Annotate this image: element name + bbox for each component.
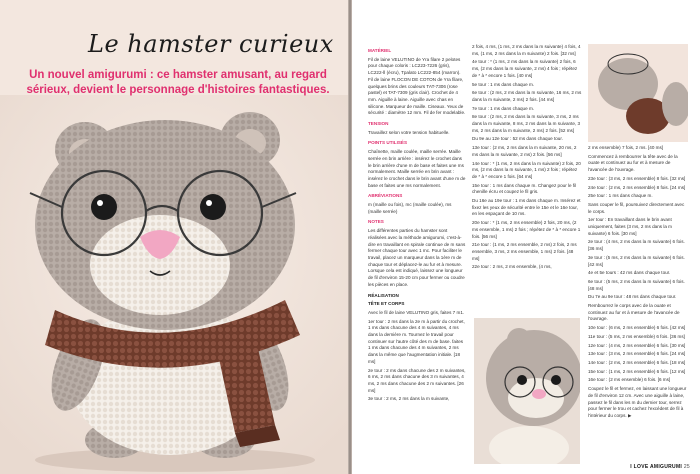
notes-heading: NOTES <box>368 219 384 225</box>
head-intro: Avec le fil de laine VELUTINO gris, faites 7 m1. <box>368 309 465 315</box>
row-text: 20e tour : * (1 ms, 2 ms ensemble) 2 fois, 20 ms, (2 ms ensemble, 1 ms) 2 fois ; répétez de * à * encore 1 fois. [56 ms] <box>472 220 581 239</box>
row-text: 13e tour : (3 ms, 2 ms ensemble) 6 fois. [24 ms] <box>588 351 686 357</box>
right-page <box>352 0 700 474</box>
stitches-text: Chaînette, maille coulée, maille serrée. Maille serrée en brin arrière : insérez le crochet dans le brin arrière d'une m de base et faites une ms normalement. Maille serrée en brin avant : insérez le crochet dans le brin avant d'une m de base et faites une ms normalement. <box>368 149 466 188</box>
notes-text: Les différentes parties du hamster sont réalisées avec la méthode amigurumi, c'est-à-dire en travaillant en spirale continue de m sans fermer chaque tour avec 1 mc. Pour faciliter le travail, placez un marqueur dans la 1ère m de chaque tour et déplacez-le au fur et à mesure. Lorsque cela est indiqué, laissez une longueur de fil d'environ 15-20 cm pour fermer ou coudre les pièces en place. <box>368 228 466 287</box>
row-text: 14e tour : (2 ms, 2 ms ensemble) 6 fois. [18 ms] <box>588 359 686 365</box>
row-text: 22e tour : 2 ms, 2 ms ensemble, (4 ms, <box>472 264 552 270</box>
row-text: 2 ms ensemble) 7 fois, 2 ms. [40 ms] <box>588 145 664 150</box>
row-text: 5e tour : 1 ms dans chaque m. <box>472 81 535 87</box>
materials-text: Fil de laine VELUTINO de Yra filare 2 pelotes pour chaque coloris : LC223-7226 (gris), LC222-Ⅱ (écru), Tpalato LC222-854 (marron). Fil de laine FLOCON DE COTON de Yra filare, quelques brins des couleurs TAT-7306 (rose pastel) et TAT-7309 (gris clair). Crochet de 4 mm. Aiguille à laine. Aiguille avec chas en silicone. Marqueur de maille. Ciseaux. Yeux de sécurité : diamètre 12 mm. Fil de fer modelable. <box>368 56 466 116</box>
row-text: 3e tour : 2 ms, 2 ms dans la m suivante, <box>368 396 450 402</box>
row-text: 4e et 5e tours : 42 ms dans chaque tour. <box>588 270 671 276</box>
hamster-thumbnail-2 <box>474 318 580 464</box>
row-text: 8e tour : (2 ms, 2 ms dans la m suivante, 3 ms, 2 ms dans la m suivante, 8 ms, 2 ms dans la m suivante, 3 ms, 2 ms dans la m suivante, 2 ms) 2 fois. [52 ms] <box>472 114 581 133</box>
row-text: Rembourrez le corps avec de la ouate et continuez au fur et à mesure de l'avancée de l'ouvrage. <box>588 303 680 322</box>
row-text: 23e tour : (3 ms, 2 ms ensemble) 8 fois. [32 ms] <box>588 175 686 181</box>
head-body-heading: TÊTE ET CORPS <box>368 301 405 307</box>
row-text: 12e tour : (4 ms, 2 ms ensemble) 6 fois. [30 ms] <box>588 342 686 348</box>
abbreviations-heading: ABRÉVIATIONS <box>368 193 403 199</box>
row-text: Du 7e au 9e tour : 48 ms dans chaque tour. <box>588 294 677 300</box>
row-text: Du 9e au 12e tour : 52 ms dans chaque tour. <box>472 136 563 142</box>
row-text: 21e tour : (1 ms, 2 ms ensemble, 2 ms) 2 fois, 2 ms ensemble, 3 ms, 2 ms ensemble, 1 ms) 2 fois. [48 ms] <box>472 242 577 261</box>
row-text: 16e tour : (2 ms ensemble) 6 fois. [6 ms] <box>588 377 671 383</box>
hamster-photo <box>0 95 348 474</box>
row-text: Coupez le fil et fermez, en laissant une longueur de fil d'environ 12 cm. Avec une aiguille à laine, passez le fil dans les m du dernier tour, serrez pour fermer le trou et cachez l'excédent de fil à l'intérieur du corps. ▶ <box>588 386 687 418</box>
row-text: Du 16e au 19e tour : 1 ms dans chaque m. Insérez et fixez les yeux de sécurité entre le 15e et le 16e tour, en les espaçant de 10 ms. <box>472 198 581 217</box>
row-text: 24e tour : (2 ms, 2 ms ensemble) 8 fois. [24 ms] <box>588 184 686 190</box>
text-column-2 <box>472 44 582 273</box>
left-page <box>0 0 348 474</box>
hamster-thumbnail-1 <box>588 44 688 142</box>
row-text: 6e tour : (2 ms, 2 ms dans la m suivante, 16 ms, 2 ms dans la m suivante, 2 ms) 2 fois. [44 ms] <box>472 90 582 102</box>
row-text: 1er tour : 2 ms dans la 2e m à partir du crochet, 1 ms dans chacune des 4 m suivantes, 4 ms dans la dernière m. Tournez le travail pour continuer sur l'autre côté des m de base. faites 1 ms dans chacune des 4 m suivantes, 2 ms dans la même que l'augmentation initiale. [18 ms] <box>368 318 465 364</box>
row-text: 1er tour : En travaillant dans le brin avant uniquement, faites (3 ms, 2 ms dans la m suivante) 6 fois. [30 ms] <box>588 217 672 236</box>
article-subtitle: Un nouvel amigurumi : ce hamster amusant, au regard sérieux, devient le personnage d'histoires fantastiques. <box>26 69 330 96</box>
row-text: 2e tour : 2 ms dans chacune des 2 m suivantes, 6 ms, 2 ms dans chacune des 3 m suivantes, 4 ms, 2 ms dans chacune des 2 m suivantes. [26 ms] <box>368 367 466 393</box>
row-text: 10e tour : (6 ms, 2 ms ensemble) 6 fois. [42 ms] <box>588 325 686 331</box>
row-text: 7e tour : 1 ms dans chaque m. <box>472 105 535 111</box>
hamster-illustration <box>0 95 348 474</box>
footer-brand: I LOVE AMIGURUMI <box>630 464 683 470</box>
stitches-heading: POINTS UTILISÉS <box>368 140 408 146</box>
hamster-head-closeup <box>474 318 580 464</box>
row-text: 14e tour : * (1 ms, 2 ms dans la m suivante) 2 fois, 20 ms, (2 ms dans la m suivante, 1 ms) 2 fois ; répétez de * à * encore 1 fois. [64 ms] <box>472 160 581 179</box>
materials-heading: MATÉRIEL <box>368 48 392 53</box>
row-text: 2e tour : (4 ms, 2 ms dans la m suivante) 6 fois. [36 ms] <box>588 239 685 252</box>
article-title: Le hamster curieux <box>88 30 334 58</box>
row-text: 13e tour : (2 ms, 2 ms dans la m suivante, 20 ms, 2 ms dans la m suivante, 2 ms) 2 fois. [56 ms] <box>472 145 577 157</box>
row-text: 11e tour : (5 ms, 2 ms ensemble) 6 fois. [36 ms] <box>588 333 685 339</box>
hamster-body-closeup <box>588 44 688 142</box>
text-column-1 <box>368 44 466 405</box>
text-column-3 <box>588 145 688 422</box>
tension-heading: TENSION <box>368 121 389 127</box>
page-number: 25 <box>683 464 690 470</box>
page-footer <box>630 464 690 470</box>
row-text: 15e tour : 1 ms dans chaque m. Changez pour le fil chenille écru et coupez le fil gris. <box>472 182 577 195</box>
row-text: 25e tour : 1 ms dans chaque m. <box>588 193 653 199</box>
tension-text: Travaillez selon votre tension habituelle. <box>368 129 450 135</box>
row-text: 3e tour : (5 ms, 2 ms dans la m suivante) 6 fois. [42 ms] <box>588 254 685 267</box>
row-text: 6e tour : (5 ms, 2 ms dans la m suivante) 6 fois. [48 ms] <box>588 278 685 291</box>
row-text: Sans couper le fil, poursuivez directement avec le corps. <box>588 201 685 214</box>
row-text: 2 fois, 4 ms, (1 ms, 2 ms dans la m suivante) 4 fois, 4 ms, (1 ms, 2 ms dans la m suivante) 2 fois. [32 ms] <box>472 44 581 56</box>
row-text: 15e tour : (1 ms, 2 ms ensemble) 6 fois. [12 ms] <box>588 368 686 374</box>
row-text: Commencez à rembourrer la tête avec de la ouate et continuez au fur et à mesure de l'avancée de l'ouvrage. <box>588 153 678 173</box>
row-text: 4e tour : * (1 ms, 2 ms dans la m suivante) 2 fois, 6 ms, (2 ms dans la m suivante, 2 ms) 4 fois ; répétez de * à * encore 1 fois. [40 ms] <box>472 59 578 78</box>
realisation-heading: RÉALISATION <box>368 292 399 298</box>
abbreviations-text: m (maille ou fois), mc (maille coulée), ms (maille serrée) <box>368 202 452 214</box>
